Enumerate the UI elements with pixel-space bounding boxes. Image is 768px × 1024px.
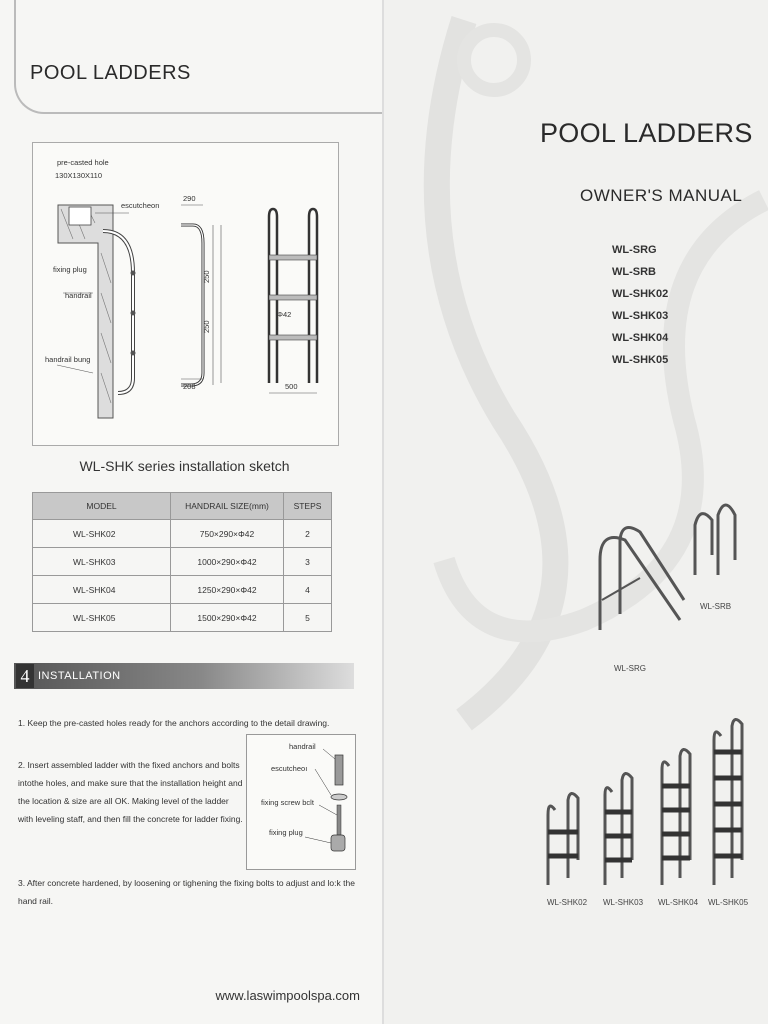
section-title: INSTALLATION <box>38 670 121 682</box>
install-label-fixing-plug: fixing plug <box>269 828 303 837</box>
ladder-shk02-image <box>548 793 578 885</box>
cell-steps: 4 <box>284 576 332 604</box>
model-item: WL-SRB <box>612 266 656 278</box>
model-item: WL-SHK03 <box>612 310 669 322</box>
cell-model: WL-SHK04 <box>33 576 171 604</box>
caption-srb: WL-SRB <box>700 602 732 611</box>
model-item: WL-SHK02 <box>612 288 669 300</box>
cell-model: WL-SHK02 <box>33 520 171 548</box>
model-item: WL-SHK05 <box>612 354 669 366</box>
sketch-caption: WL-SHK series installation sketch <box>79 458 290 474</box>
caption-shk04: WL-SHK04 <box>658 898 699 907</box>
label-handrail-bung: handrail bung <box>45 355 91 364</box>
install-label-escutcheon: escutcheoı <box>271 764 308 773</box>
cell-size: 750×290×Φ42 <box>171 520 284 548</box>
install-step-1: 1. Keep the pre-casted holes ready for the anchors according to the detail drawing. <box>18 718 330 728</box>
header-steps: STEPS <box>284 493 332 520</box>
caption-shk02: WL-SHK02 <box>547 898 588 907</box>
install-step-2: 2. Insert assembled ladder with the fixed anchors and bolts intothe holes, and make sure that the installation height and the location & size are all OK. Making level of the ladder with leveling staff, and then fill the concrete for ladder fixing. <box>18 760 243 824</box>
right-page-title: POOL LADDERS <box>540 118 753 148</box>
label-handrail: handrail <box>65 291 92 300</box>
header-handrail-size: HANDRAIL SIZE(mm) <box>171 493 284 520</box>
cell-size: 1000×290×Φ42 <box>171 548 284 576</box>
dim-250b: 250 <box>202 320 211 333</box>
label-escutcheon: escutcheon <box>121 201 160 210</box>
cell-model: WL-SHK05 <box>33 604 171 632</box>
label-pre-casted-hole: pre-casted hole <box>57 158 109 167</box>
caption-srg: WL-SRG <box>614 664 646 673</box>
section-number: 4 <box>16 664 34 688</box>
left-page-title: POOL LADDERS <box>30 62 191 84</box>
ladder-shk05-image <box>714 719 742 885</box>
dim-208: 208 <box>183 382 196 391</box>
ladder-shk03-image <box>605 773 632 885</box>
cell-size: 1500×290×Φ42 <box>171 604 284 632</box>
ladder-shk04-image <box>662 749 690 885</box>
ladder-srg-image <box>600 528 684 631</box>
dim-250a: 250 <box>202 270 211 283</box>
manual-subtitle: OWNER'S MANUAL <box>580 186 743 205</box>
website-url: www.laswimpoolspa.com <box>215 988 360 1003</box>
cell-size: 1250×290×Φ42 <box>171 576 284 604</box>
dim-500: 500 <box>285 382 298 391</box>
cell-steps: 2 <box>284 520 332 548</box>
label-fixing-plug: fixing plug <box>53 265 87 274</box>
caption-shk03: WL-SHK03 <box>603 898 644 907</box>
caption-shk05: WL-SHK05 <box>708 898 749 907</box>
model-item: WL-SRG <box>612 244 657 256</box>
ladder-srb-image <box>695 505 735 575</box>
dim-phi42: Φ42 <box>277 310 292 319</box>
cell-steps: 3 <box>284 548 332 576</box>
cell-model: WL-SHK03 <box>33 548 171 576</box>
model-item: WL-SHK04 <box>612 332 669 344</box>
label-hole-size: 130X130X110 <box>55 171 102 180</box>
install-step-3: 3. After concrete hardened, by loosening or tighening the fixing bolts to adjust and lo:k the hand rail. <box>18 878 355 906</box>
install-label-fixing-screw-bolt: fixing screw bclt <box>261 798 314 807</box>
install-label-handrail: handrail <box>289 742 316 751</box>
dim-290: 290 <box>183 194 196 203</box>
header-model: MODEL <box>33 493 171 520</box>
cell-steps: 5 <box>284 604 332 632</box>
